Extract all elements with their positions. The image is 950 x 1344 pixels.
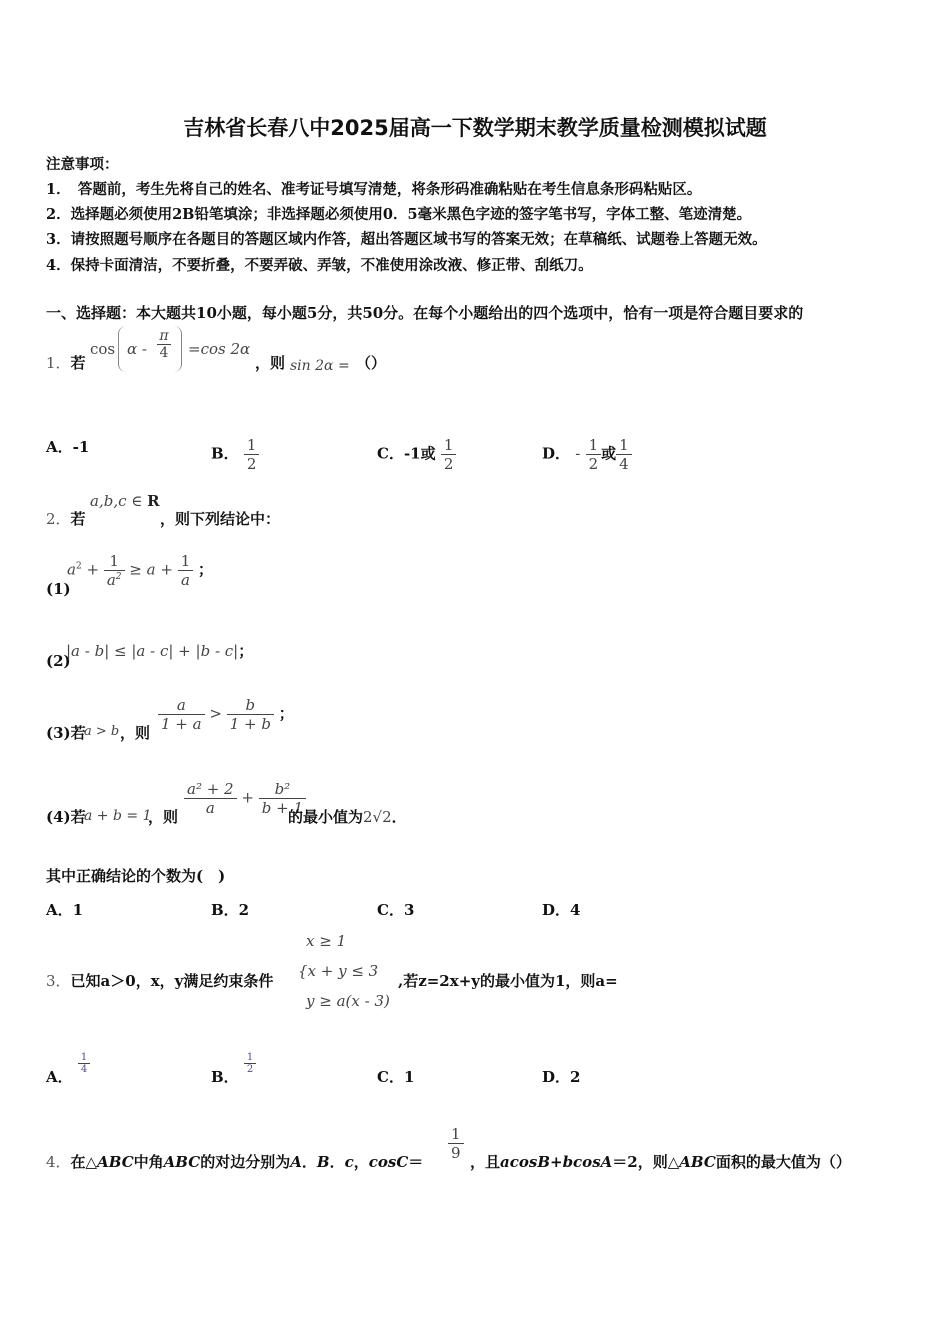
q1-option-a[interactable]: A．-1 — [46, 438, 90, 456]
q2-option-a[interactable]: A．1 — [46, 901, 84, 919]
q2-post: ，则下列结论中： — [160, 510, 281, 528]
q2-condition: a,b,c ∈ R — [90, 492, 160, 510]
page-title: 吉林省长春八中2025届高一下数学期末教学质量检测模拟试题 — [183, 116, 767, 140]
q2-c4-cond: a + b = 1 — [84, 808, 152, 824]
q2-option-b[interactable]: B．2 — [211, 901, 250, 919]
q4-fraction: $\frac{1}{9}$ — [448, 1125, 464, 1162]
note-item: 2．选择题必须使用2B铅笔填涂；非选择题必须使用0．5毫米黑色字迹的签字笔书写，字体工整、笔迹清楚。 — [46, 206, 752, 223]
q2-option-c[interactable]: C．3 — [377, 901, 415, 919]
section-heading: 一、选择题：本大题共10小题，每小题5分，共50分。在每个小题给出的四个选项中，恰有一项是符合题目要求的 — [46, 304, 804, 322]
q1-sin: sin 2α = — [290, 358, 350, 374]
q3-system-line2: {x + y ≤ 3 — [298, 962, 379, 980]
q3-option-d[interactable]: D．2 — [542, 1068, 581, 1086]
q3-system-line1: x ≥ 1 — [306, 932, 347, 950]
q1-end: （） — [356, 354, 387, 372]
q3-option-c[interactable]: C．1 — [377, 1068, 415, 1086]
q2-c4-expr: $\frac{\text{a² + 2}}{a}$ + $\frac{\text{b²}}{b + 1}$ — [184, 780, 306, 817]
q2-c3-mid: ，则 — [120, 724, 151, 742]
note-item: 4．保持卡面清洁，不要折叠，不要弄破、弄皱，不准使用涂改液、修正带、刮纸刀。 — [46, 257, 593, 274]
q2-c2-label: (2) — [46, 652, 71, 670]
q3-option-b[interactable]: B． $\frac{1}{2}$ — [211, 1066, 256, 1087]
q2-number: 2．若 — [46, 510, 86, 528]
q3-option-a[interactable]: A． $\frac{1}{4}$ — [46, 1066, 90, 1087]
q1-mid: ，则 — [255, 354, 286, 372]
notes-heading: 注意事项： — [46, 156, 119, 173]
q3-stem: 3．已知a＞0，x，y满足约束条件 — [46, 972, 274, 990]
q2-c4-mid: ，则 — [148, 808, 179, 826]
note-item: 1． 答题前，考生先将自己的姓名、准考证号填写清楚，将条形码准确粘贴在考生信息条形码粘贴区。 — [46, 181, 702, 198]
q2-c4-post: 的最小值为2√2． — [288, 808, 407, 826]
q2-c3-expr: $\frac{a}{1 + a}$ > $\frac{b}{1 + b}$ ； — [158, 696, 294, 733]
q2-c4-label: (4)若 — [46, 808, 86, 826]
q2-c1-expr: $a^2$ + $\frac{1}{a^2}$ ≥ a + $\frac{1}{a}$ ； — [67, 552, 214, 589]
q1-alpha: α - — [127, 340, 147, 358]
q2-question: 其中正确结论的个数为( ) — [46, 867, 226, 885]
q1-option-c[interactable]: C．-1或 $\frac{1}{2}$ — [377, 436, 456, 473]
q3-system-line3: y ≥ a(x - 3) — [306, 992, 390, 1010]
q4-stem-continued: ，且acosB+bcosA＝2，则△ABC面积的最大值为（） — [470, 1153, 851, 1171]
q2-c3-label: (3)若 — [46, 724, 86, 742]
q1-pi-fraction: π 4 — [157, 328, 171, 361]
q2-option-d[interactable]: D．4 — [542, 901, 581, 919]
note-item: 3．请按照题号顺序在各题目的答题区域内作答，超出答题区域书写的答案无效；在草稿纸、试题卷上答题无效。 — [46, 231, 767, 248]
q1-option-b[interactable]: B． $\frac{1}{2}$ — [211, 436, 259, 473]
q2-c1-label: (1) — [46, 580, 71, 598]
q2-c3-cond: a > b — [84, 724, 120, 739]
q1-number: 1．若 — [46, 354, 86, 372]
q4-stem: 4．在△ABC中角ABC的对边分别为A．B．c，cosC＝ — [46, 1153, 424, 1171]
q3-post: ,若z=2x+y的最小值为1，则a= — [398, 972, 618, 990]
q1-math-condition: cos — [90, 340, 116, 358]
q2-c2-expr: |a - b| ≤ |a - c| + |b - c|； — [66, 642, 254, 660]
q1-rhs: =cos 2α — [188, 340, 251, 358]
q1-option-d[interactable]: D． - $\frac{1}{2}$ 或 $\frac{1}{4}$ — [542, 436, 632, 473]
